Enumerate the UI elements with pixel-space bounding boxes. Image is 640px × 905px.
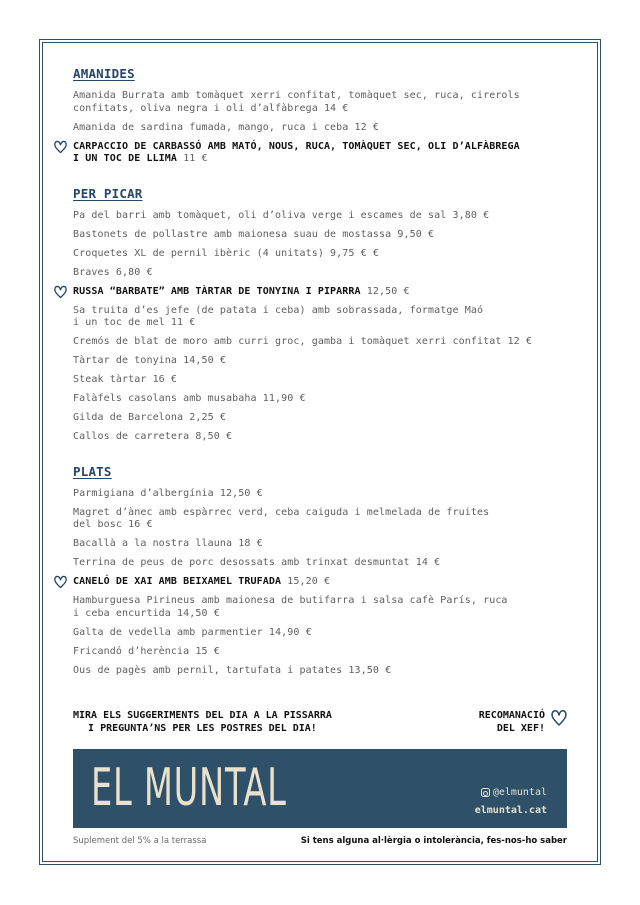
menu-item (73, 646, 567, 659)
brand-banner (73, 749, 567, 828)
note-left-line2: I PREGUNTA’NS PER LES POSTRES DEL DIA! (88, 723, 317, 734)
menu-item-text: Sa truita d’es jefe (de patata i ceba) amb sobrassada, formatge Maó i un toc de mel 11 € (73, 304, 484, 328)
menu-item (73, 336, 567, 349)
chef-recommendation-note (479, 709, 545, 735)
menu-item (73, 627, 567, 640)
menu-item-text: Galta de vedella amb parmentier 14,90 € (73, 626, 312, 638)
notes-row (73, 709, 567, 739)
menu-item (73, 557, 567, 570)
instagram-icon (481, 788, 490, 797)
menu-item-text: Cremós de blat de moro amb curri groc, gamba i tomàquet xerri confitat 12 € (73, 336, 533, 347)
heart-icon (54, 285, 67, 299)
menu-item-price: 15,20 € (287, 576, 331, 587)
menu-item-text: CARPACCIO DE CARBASSÓ AMB MATÓ, NOUS, RUCA, TOMÀQUET SEC, OLI D’ALFÀBREGA I UN TOC DE LLIMA (73, 140, 520, 164)
menu-item (73, 488, 567, 501)
menu-item-text: Steak tàrtar 16 € (73, 374, 178, 385)
menu-item (73, 538, 567, 551)
menu-item (73, 431, 567, 444)
instagram-handle[interactable] (481, 787, 547, 798)
menu-item-text: Callos de carretera 8,50 € (73, 431, 233, 442)
chef-recommended-dish (73, 576, 567, 589)
menu-item-price: 12,50 € (366, 285, 410, 297)
section-title: PLATS (73, 463, 112, 479)
menu-item-text: Ous de pagès amb pernil, tartufata i patates 13,50 € (73, 664, 392, 676)
menu-item-text: RUSSA “BARBATE” AMB TÀRTAR DE TONYINA I PIPARRA (73, 285, 361, 297)
menu-section (73, 66, 567, 166)
menu-item-text: Tàrtar de tonyina 14,50 € (73, 355, 227, 366)
menu-item (73, 595, 567, 620)
allergy-note: Si tens alguna al·lèrgia o intolerància, fes-nos-ho saber (300, 836, 567, 846)
menu-item (73, 355, 567, 368)
note-left-line1: MIRA ELS SUGGERIMENTS DEL DIA A LA PISSARRA (73, 710, 332, 721)
menu-item (73, 122, 567, 135)
menu-item-text: Magret d’ànec amb espàrrec verd, ceba caiguda i melmelada de fruites del bosc 16 € (73, 506, 490, 530)
menu-item (73, 393, 567, 406)
chef-recommended-dish (73, 286, 567, 299)
menu-item-text: Gilda de Barcelona 2,25 € (73, 412, 227, 423)
menu-item (73, 248, 567, 261)
note-right-line2: DEL XEF! (496, 723, 545, 734)
website-link[interactable]: elmuntal.cat (474, 805, 547, 816)
menu-item (73, 305, 567, 330)
instagram-text: @elmuntal (492, 787, 547, 798)
menu-item-text: Terrina de peus de porc desossats amb trinxat desmuntat 14 € (73, 557, 441, 568)
menu-item (73, 374, 567, 387)
menu-item-text: Hamburguesa Pirineus amb maionesa de butifarra i salsa cafè París, ruca i ceba encurtida 14,50 € (73, 595, 508, 619)
chef-recommended-dish (73, 141, 567, 166)
menu-item (73, 210, 567, 223)
menu-item-text: Pa del barri amb tomàquet, oli d’oliva verge i escames de sal 3,80 € (73, 209, 490, 221)
daily-suggestions-note (73, 709, 332, 735)
menu-section (73, 464, 567, 678)
menu-item-text: Bacallà a la nostra llauna 18 € (73, 538, 263, 549)
menu-item (73, 229, 567, 242)
note-right-line1: RECOMANACIÓ (478, 710, 545, 721)
menu-item-text: Bastonets de pollastre amb maionesa suau de mostassa 9,50 € (73, 228, 435, 240)
menu-item (73, 507, 567, 532)
menu-item-text: Amanida de sardina fumada, mango, ruca i ceba 12 € (73, 121, 380, 133)
menu-item-price: 11 € (183, 153, 208, 164)
menu-item-text: Croquetes XL de pernil ibèric (4 unitats) 9,75 € € (73, 247, 380, 259)
menu-item-text: Amanida Burrata amb tomàquet xerri confitat, tomàquet sec, ruca, cirerols confitats, oliva negra i oli d’alfàbrega 14 € (73, 90, 520, 114)
menu-item-text: Falàfels casolans amb musabaha 11,90 € (73, 393, 306, 404)
section-title: PER PICAR (73, 185, 143, 201)
social-links (475, 787, 547, 816)
menu-item-text: Parmigiana d’albergínia 12,50 € (73, 487, 263, 499)
menu-content (73, 66, 567, 697)
menu-item (73, 665, 567, 678)
heart-icon (54, 575, 67, 589)
heart-icon (551, 709, 567, 727)
restaurant-logo: EL MUNTAL (91, 758, 287, 818)
terrace-surcharge-note: Suplement del 5% a la terrassa (73, 836, 207, 846)
menu-item-text: Fricandó d’herència 15 € (73, 645, 220, 657)
menu-item (73, 267, 567, 280)
section-title: AMANIDES (73, 66, 135, 81)
menu-section (73, 186, 567, 444)
menu-item (73, 412, 567, 425)
menu-item (73, 90, 567, 115)
menu-item-text: CANELÓ DE XAI AMB BEIXAMEL TRUFADA (73, 576, 282, 587)
heart-icon (54, 140, 67, 154)
menu-item-text: Braves 6,80 € (73, 266, 153, 278)
